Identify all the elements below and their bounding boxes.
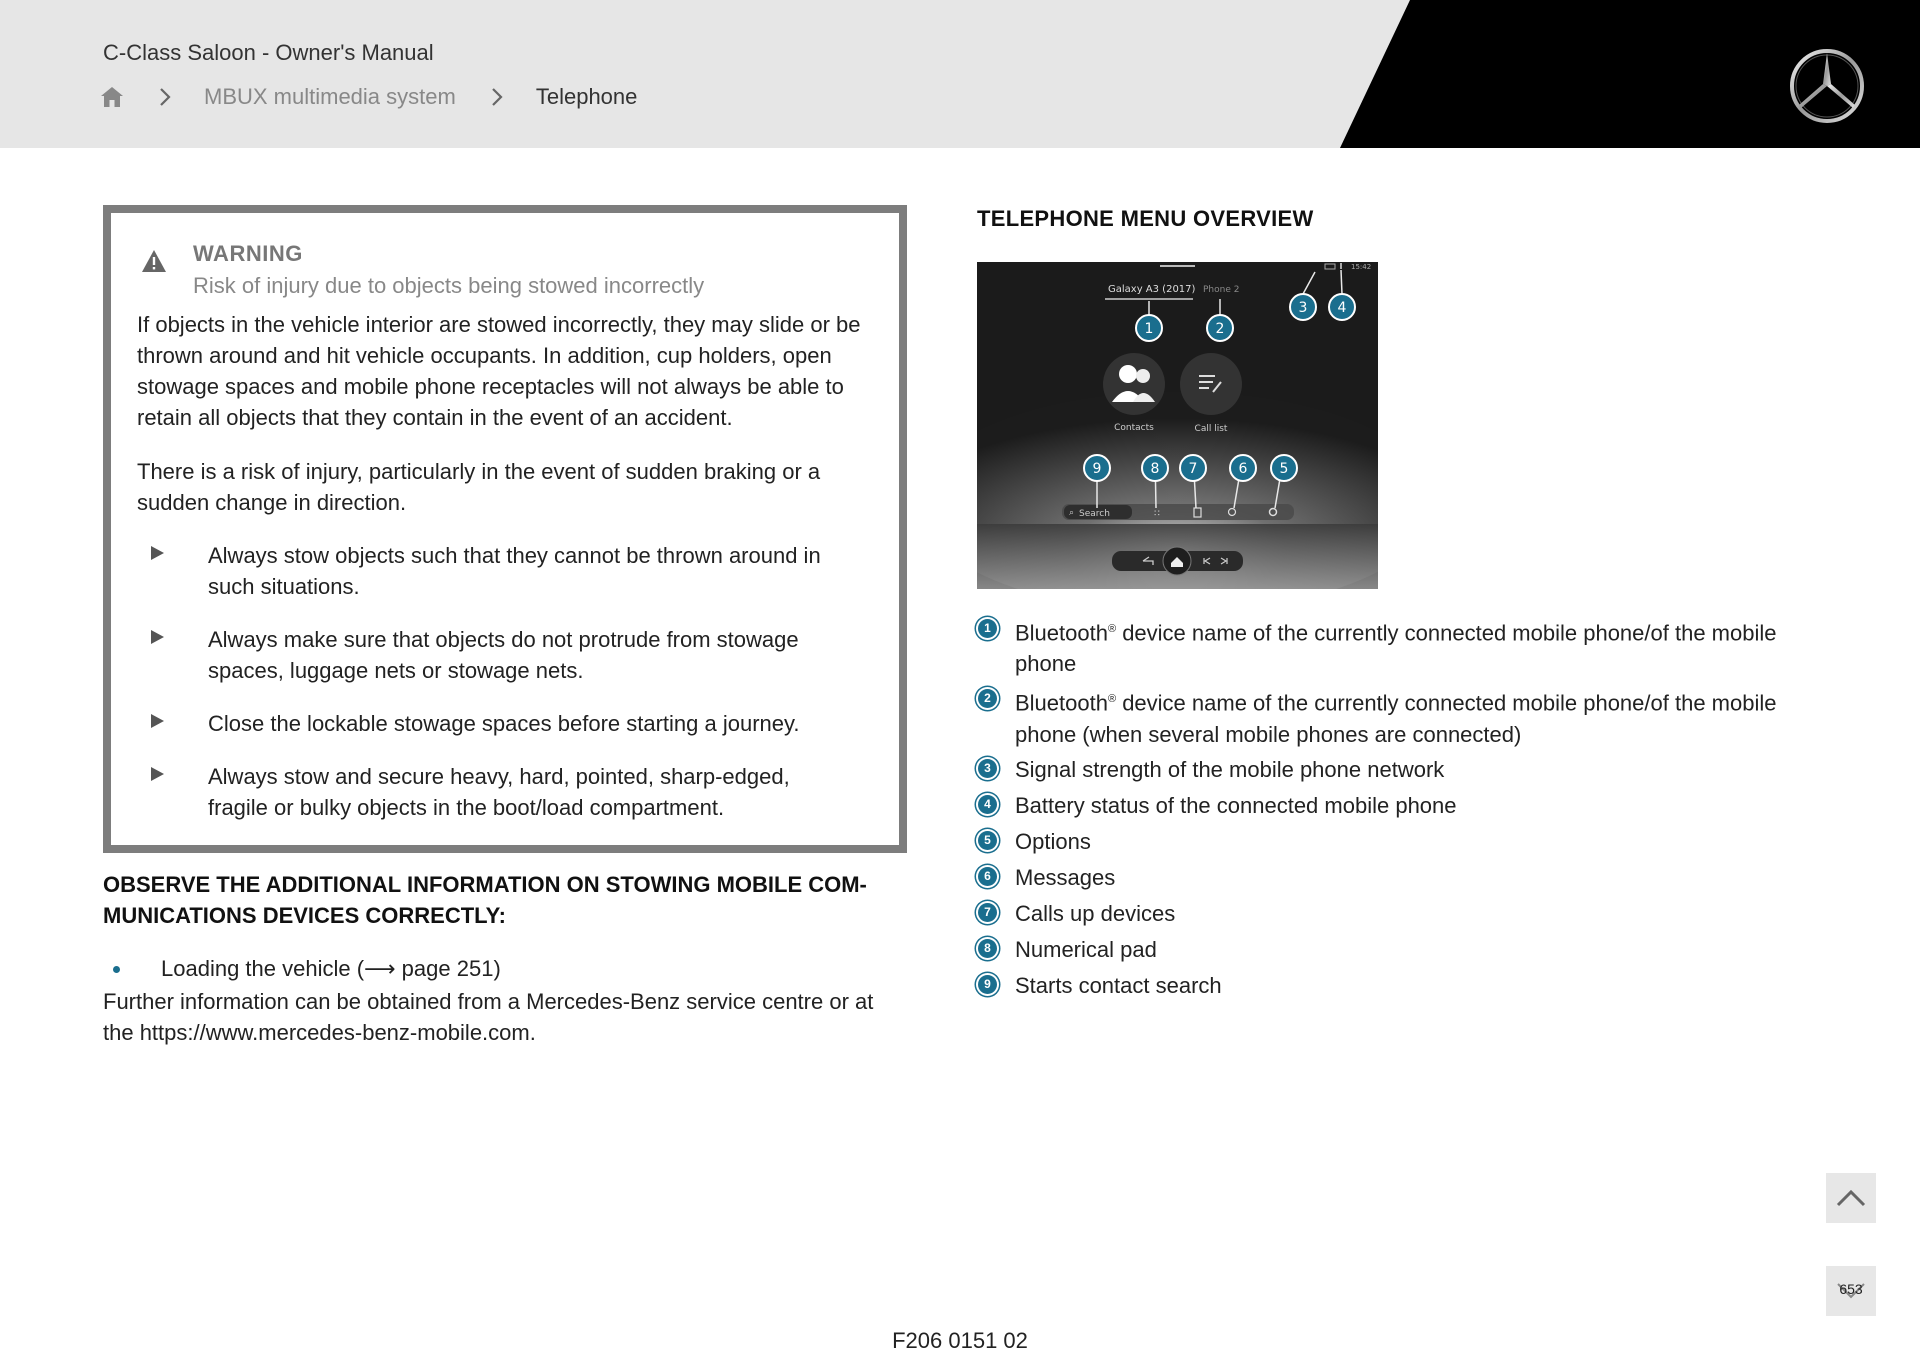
mercedes-star-logo xyxy=(1787,46,1867,126)
callout-number-icon: 9 xyxy=(978,975,997,994)
page-header xyxy=(0,0,1920,148)
triangle-bullet-icon xyxy=(151,714,164,728)
contacts-label: Contacts xyxy=(1114,423,1154,433)
svg-text:4: 4 xyxy=(1337,300,1347,316)
legend-item: 4 Battery status of the connected mobile phone xyxy=(977,790,1797,821)
signal-bars-icon xyxy=(1340,263,1342,269)
telephone-menu-screenshot xyxy=(977,262,1378,589)
legend-item: 5 Options xyxy=(977,826,1797,857)
callout-number-icon: 8 xyxy=(978,939,997,958)
callout-8 xyxy=(1142,455,1168,481)
loading-vehicle-link[interactable]: Loading the vehicle (⟶ page 251) xyxy=(161,956,501,981)
triangle-bullet-icon xyxy=(151,767,164,781)
warning-box: WARNING Risk of injury due to objects being stowed incorrectly If objects in the vehicle interior are stowed incorrectly, they may slide or be thrown around and hit vehicle occupants. In addition, cup holders, open stowage spaces and mobile phone receptacles will not always be able to retain all objects that they contain in the event of an accident. There is a risk of injury, particularly in the event of sudden braking or a sudden change in direction. Always stow objects such that they cannot be thrown around in such situations. Always make sure that objects do not protrude from stowage spaces, luggage nets or stowage nets. Close the lockable stowage spaces before starting a journey. Always stow and secure heavy, hard, pointed, sharp-edged, fragile or bulky objects in the boot/load compartment. xyxy=(103,205,907,853)
callout-5 xyxy=(1271,455,1297,481)
legend-item: 2 Bluetooth® device name of the currently connected mobile phone/of the mobile phone (when several mobile phones are connected) xyxy=(977,684,1797,749)
further-information-text: Further information can be obtained from a Mercedes-Benz service centre or at the https://www.mercedes-benz-mobile.com. xyxy=(103,989,874,1045)
page-number: 653 xyxy=(1839,1281,1863,1297)
callout-1 xyxy=(1136,315,1162,341)
status-time: 15:42 xyxy=(1351,263,1372,271)
svg-text:⌕: ⌕ xyxy=(1069,508,1075,518)
call-list-label: Call list xyxy=(1194,424,1228,434)
warning-paragraph: If objects in the vehicle interior are stowed incorrectly, they may slide or be thrown around and hit vehicle occupants. In addition, cup holders, open stowage spaces and mobile phone receptacles will not always be able to retain all objects that they contain in the event of an accident. xyxy=(137,312,861,430)
chevron-right-icon xyxy=(490,87,504,107)
warning-triangle-icon xyxy=(141,249,167,273)
callout-number-icon: 6 xyxy=(978,867,997,886)
warning-paragraph: There is a risk of injury, particularly in the event of sudden braking or a sudden change in direction. xyxy=(137,459,821,515)
callout-number-icon: 2 xyxy=(978,689,997,708)
svg-text:2: 2 xyxy=(1215,321,1225,337)
document-code: F206 0151 02 xyxy=(892,1328,1028,1353)
svg-text:6: 6 xyxy=(1238,461,1248,477)
callout-6 xyxy=(1230,455,1256,481)
chevron-right-icon xyxy=(158,87,172,107)
device-tab-2[interactable]: Phone 2 xyxy=(1203,285,1240,295)
search-label: Search xyxy=(1079,509,1110,519)
manual-title: C-Class Saloon - Owner's Manual xyxy=(103,40,434,65)
legend-item: 8 Numerical pad xyxy=(977,934,1797,965)
chevron-up-icon xyxy=(1826,1173,1876,1223)
callout-9 xyxy=(1084,455,1110,481)
observe-heading: OBSERVE THE ADDITIONAL INFORMATION ON STOWING MOBILE COM-MUNICATIONS DEVICES CORRECTLY: xyxy=(103,872,867,928)
svg-text:8: 8 xyxy=(1150,461,1160,477)
triangle-bullet-icon xyxy=(151,546,164,560)
scroll-to-top-button[interactable] xyxy=(1826,1173,1876,1223)
legend-item: 7 Calls up devices xyxy=(977,898,1797,929)
breadcrumb-current: Telephone xyxy=(535,84,638,109)
svg-text:1: 1 xyxy=(1144,321,1154,337)
callout-number-icon: 1 xyxy=(978,619,997,638)
callout-2 xyxy=(1207,315,1233,341)
callout-number-icon: 3 xyxy=(978,759,997,778)
callout-3 xyxy=(1290,294,1316,320)
callout-number-icon: 4 xyxy=(978,795,997,814)
legend-item: 3 Signal strength of the mobile phone network xyxy=(977,754,1797,785)
legend-item: 9 Starts contact search xyxy=(977,970,1797,1001)
callout-4 xyxy=(1329,294,1355,320)
page-navigation-button[interactable] xyxy=(1826,1266,1876,1316)
triangle-bullet-icon xyxy=(151,630,164,644)
breadcrumb-section-link[interactable]: MBUX multimedia system xyxy=(204,84,456,109)
svg-text:9: 9 xyxy=(1092,461,1102,477)
callout-number-icon: 5 xyxy=(978,831,997,850)
home-icon[interactable] xyxy=(100,85,124,109)
section-heading: TELEPHONE MENU OVERVIEW xyxy=(977,206,1314,231)
svg-text:5: 5 xyxy=(1279,461,1289,477)
warning-title: WARNING xyxy=(193,241,303,266)
legend-item: 6 Messages xyxy=(977,862,1797,893)
breadcrumb xyxy=(100,82,637,112)
keypad-icon[interactable]: ∷ xyxy=(1154,509,1160,519)
device-tab-1[interactable]: Galaxy A3 (2017) xyxy=(1108,284,1196,295)
callout-number-icon: 7 xyxy=(978,903,997,922)
warning-subtitle: Risk of injury due to objects being stowed incorrectly xyxy=(193,273,705,298)
svg-text:7: 7 xyxy=(1188,461,1198,477)
callout-legend xyxy=(977,614,1797,1001)
bullet-dot-icon xyxy=(113,966,120,973)
legend-item: 1 Bluetooth® device name of the currently connected mobile phone/of the mobile phone xyxy=(977,614,1797,679)
callout-7 xyxy=(1180,455,1206,481)
svg-text:3: 3 xyxy=(1298,300,1308,316)
